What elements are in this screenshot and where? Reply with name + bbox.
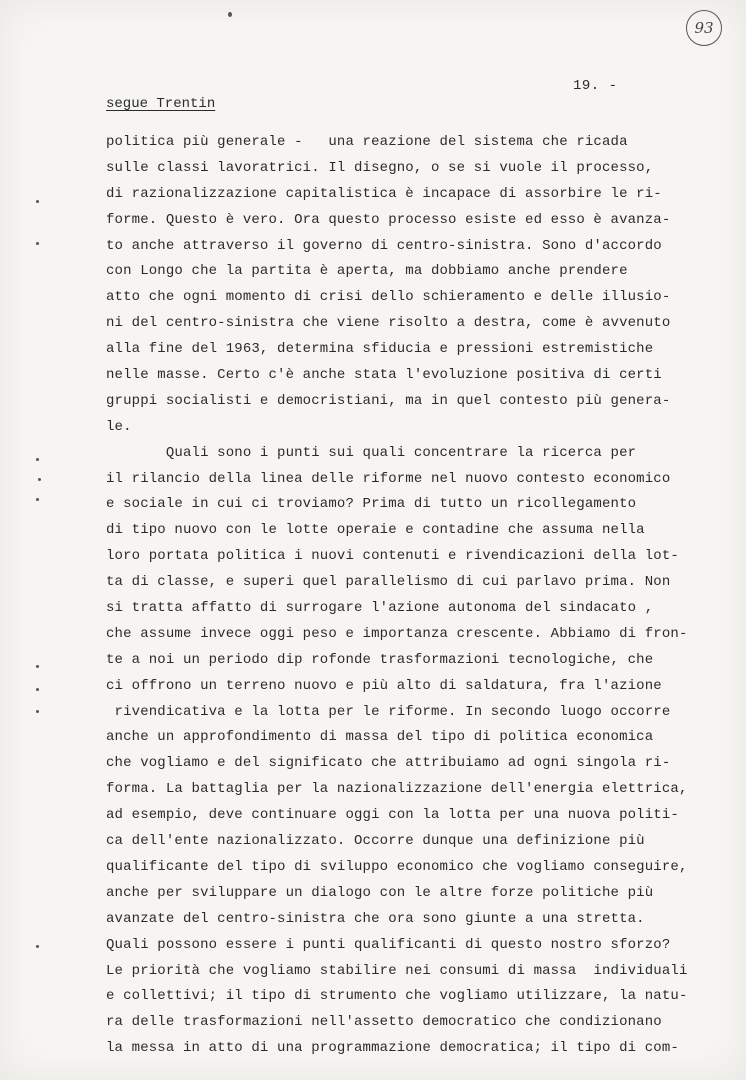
margin-mark	[36, 665, 39, 668]
text-line: con Longo che la partita è aperta, ma dobbiamo anche prendere	[106, 263, 628, 280]
page-number: 19. -	[573, 78, 618, 94]
text-line: Le priorità che vogliamo stabilire nei consumi di massa individuali	[106, 962, 688, 979]
section-header: segue Trentin	[106, 96, 216, 112]
margin-mark	[36, 710, 39, 713]
margin-mark	[36, 458, 39, 461]
scan-speck	[228, 12, 232, 17]
text-line: forma. La battaglia per la nazionalizzazione dell'energia elettrica,	[106, 781, 688, 798]
text-line: ad esempio, deve continuare oggi con la lotta per una nuova politi-	[106, 807, 679, 824]
text-line: qualificante del tipo di sviluppo economico che vogliamo conseguire,	[106, 858, 688, 875]
archive-stamp	[686, 10, 722, 46]
margin-mark	[36, 945, 39, 948]
margin-mark	[36, 498, 39, 501]
text-line: ci offrono un terreno nuovo e più alto di saldatura, fra l'azione	[106, 677, 662, 694]
text-line: loro portata politica i nuovi contenuti e rivendicazioni della lot-	[106, 548, 679, 565]
text-line: ta di classe, e superi quel parallelismo di cui parlavo prima. Non	[106, 574, 671, 591]
text-line: e collettivi; il tipo di strumento che vogliamo utilizzare, la natu-	[106, 988, 688, 1005]
typed-body-text	[106, 130, 716, 1062]
text-line: alla fine del 1963, determina sfiducia e pressioni estremistiche	[106, 341, 654, 358]
text-line: politica più generale - una reazione del sistema che ricada	[106, 134, 628, 150]
text-line: di razionalizzazione capitalistica è incapace di assorbire le ri-	[106, 185, 662, 202]
text-line: to anche attraverso il governo di centro-sinistra. Sono d'accordo	[106, 237, 662, 254]
text-line: te a noi un periodo dip rofonde trasformazioni tecnologiche, che	[106, 651, 654, 668]
margin-mark	[36, 242, 39, 245]
margin-mark	[36, 688, 39, 691]
text-line: la messa in atto di una programmazione democratica; il tipo di com-	[106, 1040, 679, 1057]
text-line: Quali sono i punti sui quali concentrare la ricerca per	[106, 444, 637, 461]
margin-mark	[36, 200, 39, 203]
text-line: ca dell'ente nazionalizzato. Occorre dunque una definizione più	[106, 833, 645, 850]
text-line: ni del centro-sinistra che viene risolto a destra, come è avvenuto	[106, 315, 671, 332]
margin-mark	[38, 478, 41, 481]
text-line: e sociale in cui ci troviamo? Prima di tutto un ricollegamento	[106, 496, 637, 513]
text-line: sulle classi lavoratrici. Il disegno, o se si vuole il processo,	[106, 159, 654, 176]
text-line: gruppi socialisti e democristiani, ma in quel contesto più genera-	[106, 392, 671, 409]
text-line: di tipo nuovo con le lotte operaie e contadine che assuma nella	[106, 522, 645, 539]
text-line: nelle masse. Certo c'è anche stata l'evoluzione positiva di certi	[106, 367, 662, 384]
text-line: che assume invece oggi peso e importanza crescente. Abbiamo di fron-	[106, 625, 688, 642]
text-line: si tratta affatto di surrogare l'azione autonoma del sindacato ,	[106, 600, 654, 617]
text-line: avanzate del centro-sinistra che ora sono giunte a una stretta.	[106, 910, 645, 927]
text-line: rivendicativa e la lotta per le riforme. In secondo luogo occorre	[106, 703, 671, 720]
text-line: atto che ogni momento di crisi dello schieramento e delle illusio-	[106, 289, 671, 306]
text-line: il rilancio della linea delle riforme nel nuovo contesto economico	[106, 470, 671, 487]
text-line: ra delle trasformazioni nell'assetto democratico che condizionano	[106, 1014, 662, 1031]
text-line: che vogliamo e del significato che attribuiamo ad ogni singola ri-	[106, 755, 671, 772]
text-line: Quali possono essere i punti qualificanti di questo nostro sforzo?	[106, 936, 671, 953]
archive-stamp-number: 93	[694, 19, 714, 37]
text-line: le.	[106, 418, 132, 435]
text-line: anche un approfondimento di massa del tipo di politica economica	[106, 729, 654, 746]
text-line: forme. Questo è vero. Ora questo processo esiste ed esso è avanza-	[106, 211, 671, 228]
text-line: anche per sviluppare un dialogo con le altre forze politiche più	[106, 884, 654, 901]
